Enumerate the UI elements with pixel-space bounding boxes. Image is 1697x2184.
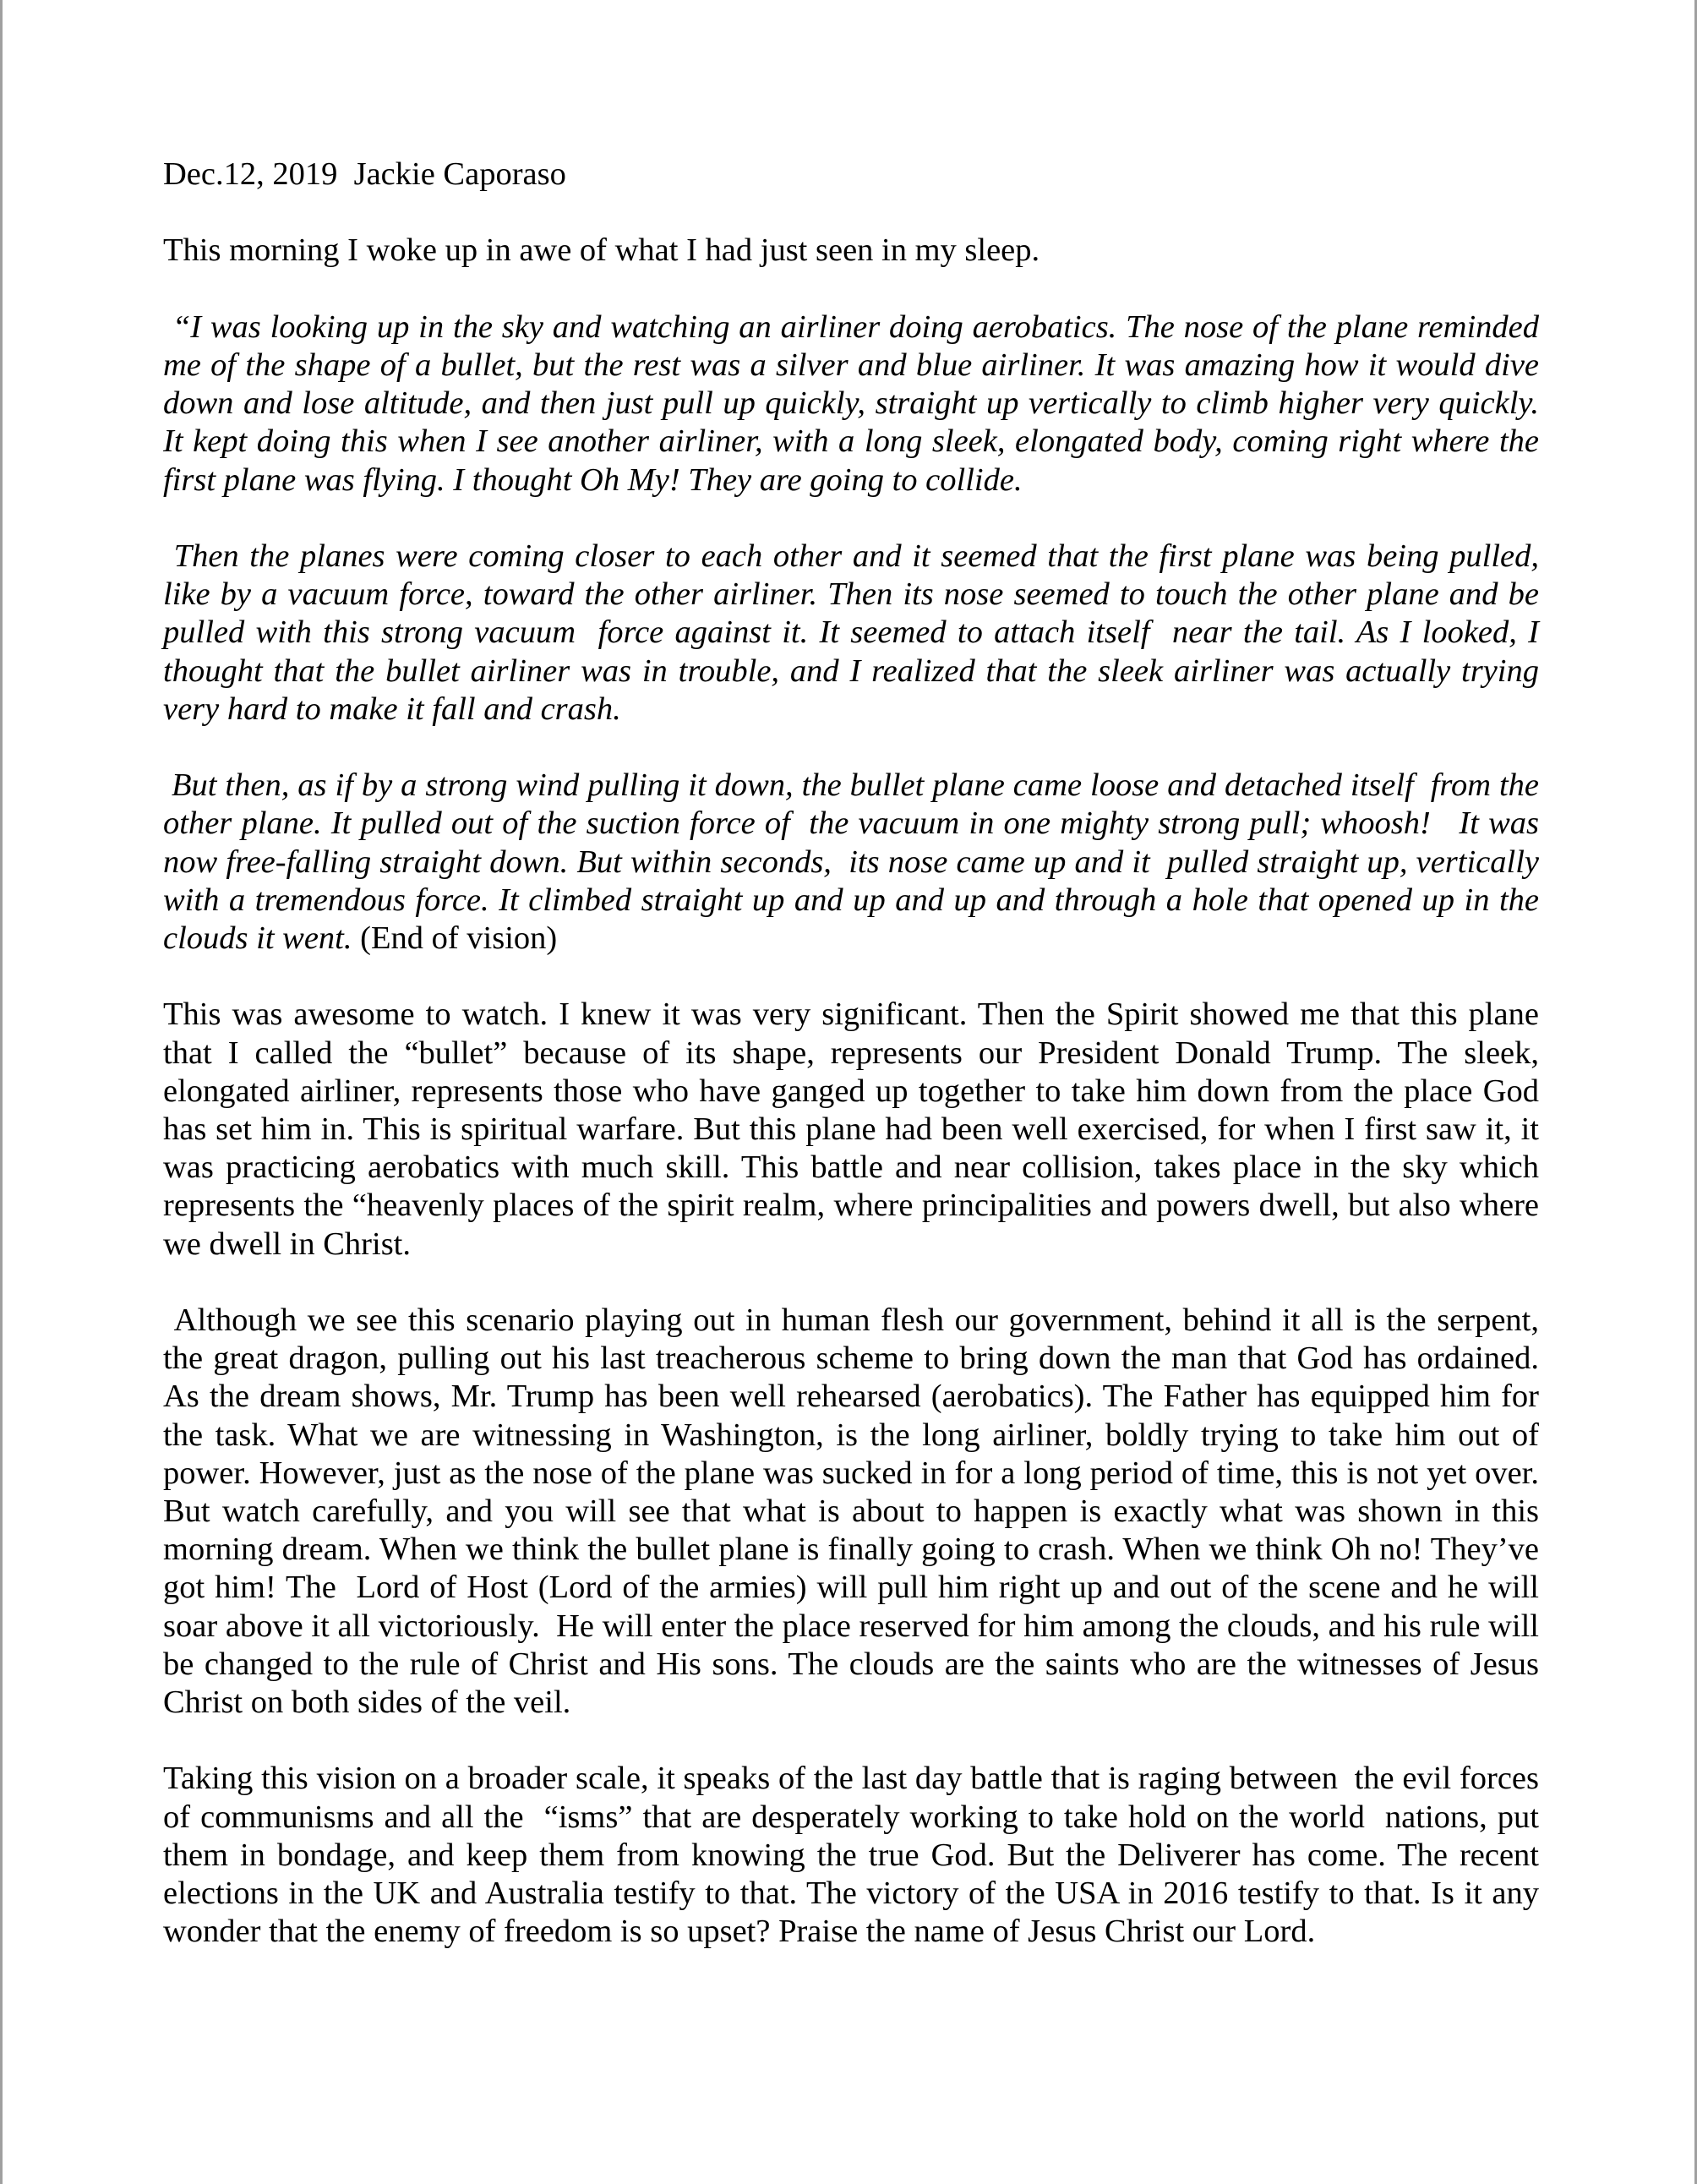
document-header-date-author: Dec.12, 2019 Jackie Caporaso [163, 156, 566, 192]
commentary-paragraph-2: Although we see this scenario playing out in human flesh our government, behind it all is the serpent, the great dragon, pulling out his last treacherous scheme to bring down the man that God has ordained. As the dream shows, Mr. Trump has been well rehearsed (aerobatics). The Father has equipped him for the task. What we are witnessing in Washington, is the long airliner, boldly trying to take him out of power. However, just as the nose of the plane was sucked in for a long period of time, this is not yet over. But watch carefully, and you will see that what is about to happen is exactly what was shown in this morning dream. When we think the bullet plane is finally going to crash. When we think Oh no! They’ve got him! The Lord of Host (Lord of the armies) will pull him right up and out of the scene and he will soar above it all victoriously. He will enter the place reserved for him among the clouds, and his rule will be changed to the rule of Christ and His sons. The clouds are the saints who are the witnesses of Jesus Christ on both sides of the veil. [163, 1302, 1547, 1721]
vision-paragraph-3-text: But then, as if by a strong wind pulling it down, the bullet plane came loose and detached itself from the other plane. It pulled out of the suction force of the vacuum in one mighty strong pull; whoosh! It was now free-falling straight down. But within seconds, its nose came up and it pulled straight up, vertically with a tremendous force. It climbed straight up and up and up and through a hole that opened up in the clouds it went. [163, 767, 1547, 956]
end-of-vision-note: (End of vision) [352, 920, 558, 956]
commentary-paragraph-3: Taking this vision on a broader scale, it speaks of the last day battle that is raging between the evil forces of communisms and all the “isms” that are desperately working to take hold on the world nations, put them in bondage, and keep them from knowing the true God. But the Deliverer has come. The recent elections in the UK and Australia testify to that. The victory of the USA in 2016 testify to that. Is it any wonder that the enemy of freedom is so upset? Praise the name of Jesus Christ our Lord. [163, 1761, 1547, 1950]
intro-paragraph: This morning I woke up in awe of what I had just seen in my sleep. [163, 232, 1040, 269]
vision-paragraph-1: “I was looking up in the sky and watching an airliner doing aerobatics. The nose of the plane reminded me of the shape of a bullet, but the rest was a silver and blue airliner. It was amazing how it would dive down and lose altitude, and then just pull up quickly, straight up vertically to climb higher very quickly. It kept doing this when I see another airliner, with a long sleek, elongated body, coming right where the first plane was flying. I thought Oh My! They are going to collide. [163, 308, 1547, 498]
vision-paragraph-2: Then the planes were coming closer to each other and it seemed that the first plane was being pulled, like by a vacuum force, toward the other airliner. Then its nose seemed to touch the other plane and be pulled with this strong vacuum force against it. It seemed to attach itself near the tail. As I looked, I thought that the bullet airliner was in trouble, and I realized that the sleek airliner was actually trying very hard to make it fall and crash. [163, 538, 1547, 727]
commentary-paragraph-1: This was awesome to watch. I knew it was very significant. Then the Spirit showed me that this plane that I called the “bullet” because of its shape, represents our President Donald Trump. The sleek, elongated airliner, represents those who have ganged up together to take him down from the place God has set him in. This is spiritual warfare. But this plane had been well exercised, for when I first saw it, it was practicing aerobatics with much skill. This battle and near collision, takes place in the sky which represents the “heavenly places of the spirit realm, where principalities and powers dwell, but also where we dwell in Christ. [163, 996, 1547, 1262]
document-body [163, 156, 1547, 1990]
vision-paragraph-3 [163, 767, 1547, 958]
